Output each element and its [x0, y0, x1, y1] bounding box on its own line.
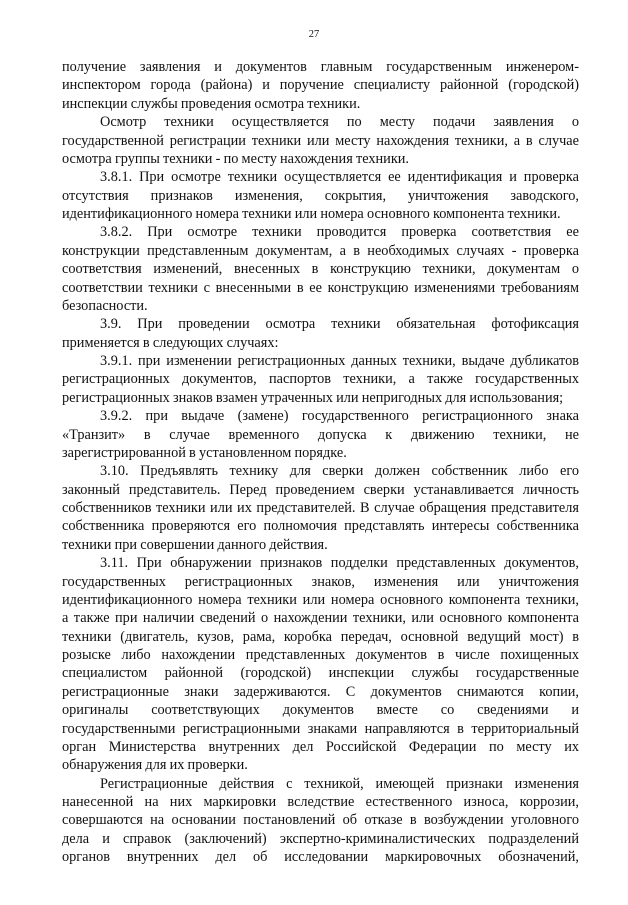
- text-line: Регистрационные действия с техникой, имеющей признаки изменения: [100, 775, 579, 792]
- text-line: применяется в следующих случаях:: [62, 334, 279, 351]
- text-line: 3.9.1. при изменении регистрационных данных техники, выдаче дубликатов: [100, 353, 579, 369]
- text-line: соответствия изменений, внесенных в конструкцию техники, документам о: [62, 261, 579, 278]
- text-line: 3.8.1. При осмотре техники осуществляется ее идентификация и проверка: [100, 169, 579, 186]
- text-line: 3.9. При проведении осмотра техники обязательная фотофиксация: [100, 316, 579, 333]
- text-line: дела и справок (заключений) экспертно-криминалистических подразделений: [62, 830, 579, 847]
- text-line: 3.9.2. при выдаче (замене) государственного регистрационного знака: [100, 408, 579, 425]
- text-line: осмотра группы техники - по месту нахождения техники.: [62, 150, 409, 167]
- text-line: оригиналы соответствующих документов вместе со сведениями и: [62, 702, 579, 719]
- text-line: получение заявления и документов главным государственным инженером-: [62, 59, 579, 75]
- text-line: инспекции службы проведения осмотра техники.: [62, 95, 361, 112]
- text-line: законный представитель. Перед проведением сверки устанавливается личность: [62, 481, 579, 498]
- text-line: Осмотр техники осуществляется по месту подачи заявления о: [100, 114, 579, 131]
- text-line: техники (двигатель, кузов, рама, коробка передач, основной ведущий мост) в: [62, 628, 579, 645]
- text-line: «Транзит» в случае временного допуска к движению техники, не: [62, 426, 579, 443]
- text-line: государственных регистрационных знаков, изменения или уничтожения: [62, 573, 579, 590]
- text-line: нанесенной на них маркировки вследствие естественного износа, коррозии,: [62, 794, 579, 810]
- text-line: собственников техники или их представителей. В случае обращения представителя: [62, 500, 579, 516]
- text-line: органов внутренних дел об исследовании маркировочных обозначений,: [62, 849, 579, 866]
- text-line: зарегистрированной в установленном порядке.: [62, 444, 347, 461]
- text-line: а также при наличии сведений о нахождении техники, или основного компонента: [62, 610, 579, 627]
- text-line: специалистом районной (городской) инспекции службы государственные: [62, 665, 579, 682]
- text-line: собственника проверяются его полномочия представлять интересы собственника: [62, 518, 579, 535]
- text-line: безопасности.: [62, 297, 148, 314]
- page-number: 27: [308, 29, 320, 40]
- text-line: конструкции представленным документам, а в необходимых случаях - проверка: [62, 242, 579, 259]
- text-line: техники при совершении данного действия.: [62, 536, 328, 553]
- text-line: орган Министерства внутренних дел Российской Федерации по месту их: [62, 738, 579, 755]
- text-line: 3.11. При обнаружении признаков подделки представленных документов,: [100, 555, 579, 572]
- text-line: розыске либо нахождении представленных документов в числе похищенных: [62, 647, 579, 663]
- body-text: [62, 58, 579, 867]
- text-line: обнаружения для их проверки.: [62, 757, 248, 774]
- text-line: инспектором города (района) и поручение специалисту районной (городской): [62, 77, 579, 94]
- text-line: регистрационных знаков взамен утраченных или непригодных для использования;: [62, 389, 564, 406]
- text-line: 3.8.2. При осмотре техники проводится проверка соответствия ее: [100, 224, 579, 241]
- text-line: идентификационного номера техники или номера основного компонента техники.: [62, 206, 561, 222]
- text-line: государственными регистрационными знаками направляются в территориальный: [62, 720, 579, 737]
- text-line: идентификационного номера техники или номера основного компонента техники,: [62, 591, 579, 608]
- text-line: 3.10. Предъявлять технику для сверки должен собственник либо его: [100, 463, 579, 480]
- text-line: совершаются на основании постановлений об отказе в возбуждении уголовного: [62, 812, 579, 829]
- text-line: регистрационные знаки задерживаются. С документов снимаются копии,: [62, 683, 579, 700]
- text-line: регистрационных документов, паспортов техники, а также государственных: [62, 371, 579, 388]
- text-line: отсутствия признаков изменения, сокрытия, уничтожения заводского,: [62, 187, 579, 204]
- text-line: соответствии техники с внесенными в ее конструкцию изменениями требованиям: [62, 279, 579, 296]
- text-line: государственной регистрации техники или месту нахождения техники, а в случае: [62, 132, 579, 149]
